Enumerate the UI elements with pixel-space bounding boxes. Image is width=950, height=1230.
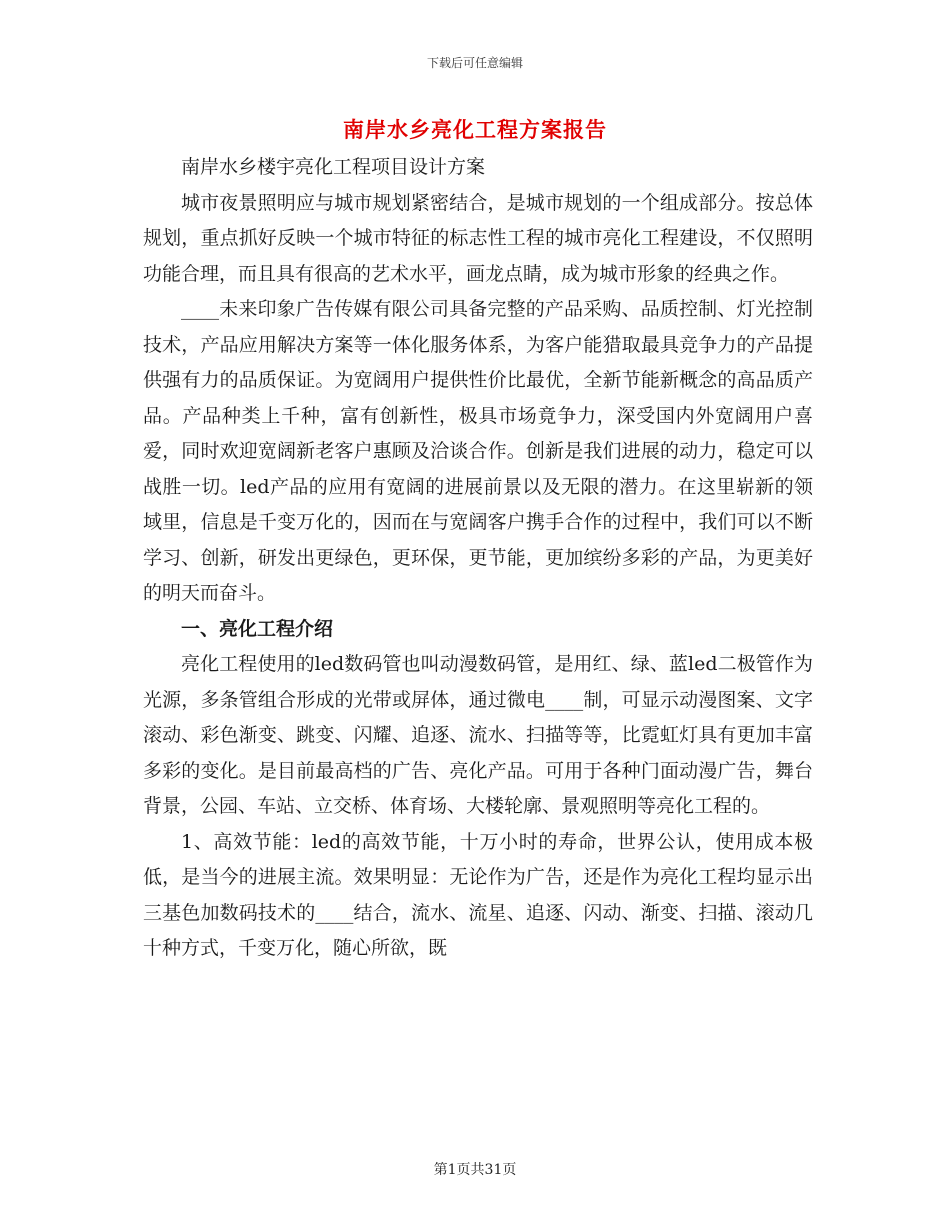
- paragraph-intro: 城市夜景照明应与城市规划紧密结合，是城市规划的一个组成部分。按总体规划，重点抓好反映一个城市特征的标志性工程的城市亮化工程建设，不仅照明功能合理，而且具有很高的艺术水平，画龙点睛，成为城市形象的经典之作。: [143, 191, 813, 285]
- paragraph-description: 亮化工程使用的led数码管也叫动漫数码管，是用红、绿、蓝led二极管作为光源，多条管组合形成的光带或屏体，通过微电____制，可显示动漫图案、文字滚动、彩色渐变、跳变、闪耀、追逐、流水、扫描等等，比霓虹灯具有更加丰富多彩的变化。是目前最高档的广告、亮化产品。可用于各种门面动漫广告，舞台背景，公园、车站、立交桥、体育场、大楼轮廓、景观照明等亮化工程的。: [143, 653, 813, 817]
- paragraph-feature-1: 1、高效节能：led的高效节能，十万小时的寿命，世界公认，使用成本极低，是当今的进展主流。效果明显：无论作为广告，还是作为亮化工程均显示出三基色加数码技术的____结合，流水、流星、追逐、闪动、渐变、扫描、滚动几十种方式，千变万化，随心所欲，既: [143, 830, 813, 959]
- section-heading: 一、亮化工程介绍: [181, 617, 334, 640]
- document-title: 南岸水乡亮化工程方案报告: [343, 117, 607, 142]
- document-body: [143, 150, 813, 967]
- page-footer-number: 第1页共31页: [433, 1162, 517, 1178]
- page-header-note: 下载后可任意编辑: [426, 56, 523, 70]
- paragraph-company: ____未来印象广告传媒有限公司具备完整的产品采购、品质控制、灯光控制技术，产品应用解决方案等一体化服务体系，为客户能猎取最具竞争力的产品提供强有力的品质保证。为宽阔用户提供性价比最优，全新节能新概念的高品质产品。产品种类上千种，富有创新性，极具市场竟争力，深受国内外宽阔用户喜爱，同时欢迎宽阔新老客户惠顾及洽谈合作。创新是我们进展的动力，稳定可以战胜一切。led产品的应用有宽阔的进展前景以及无限的潜力。在这里崭新的领域里，信息是千变万化的，因而在与宽阔客户携手合作的过程中，我们可以不断学习、创新，研发出更绿色，更环保，更节能，更加缤纷多彩的产品，为更美好的明天而奋斗。: [143, 298, 813, 604]
- document-subtitle: 南岸水乡楼宇亮化工程项目设计方案: [181, 156, 486, 178]
